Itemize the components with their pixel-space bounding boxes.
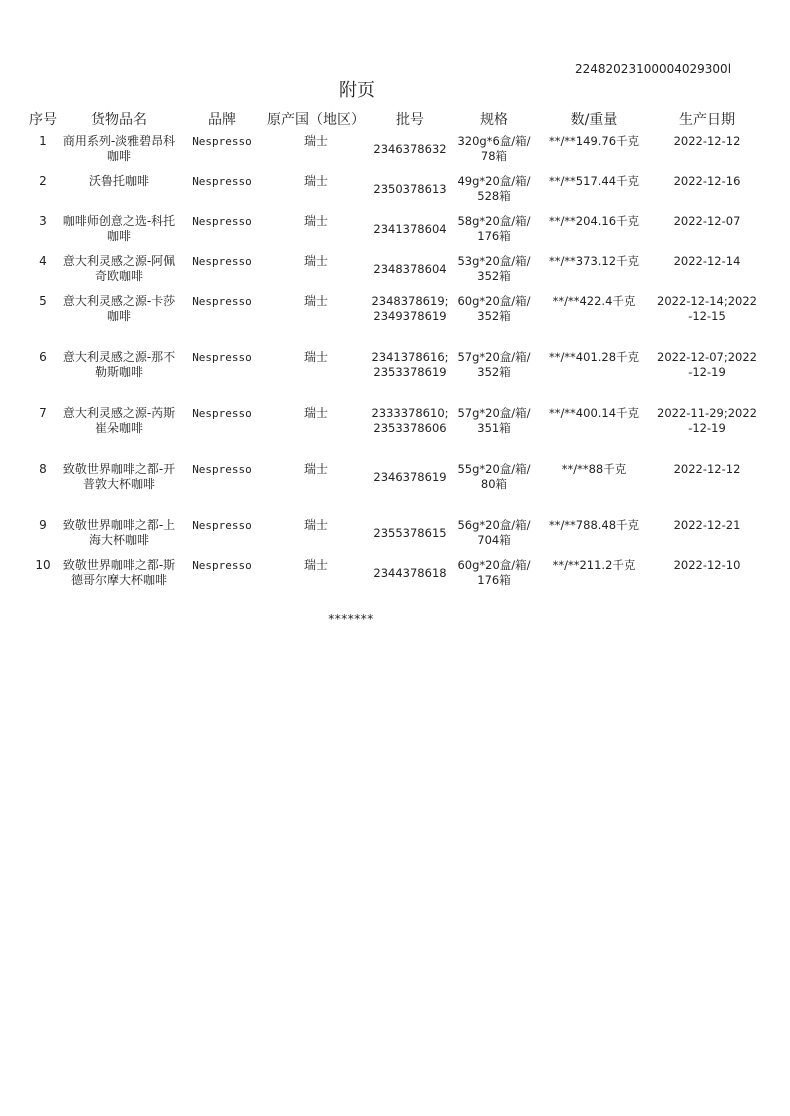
- row-spec: 53g*20盒/箱/352箱: [457, 254, 531, 283]
- row-date: 2022-12-07: [673, 214, 741, 228]
- row-no: 4: [39, 254, 47, 268]
- table-row: [26, 132, 760, 172]
- row-origin: 瑞士: [303, 214, 328, 228]
- row-quantity: **/**517.44千克: [548, 174, 640, 188]
- row-goods-name: 商用系列-淡雅碧昂科咖啡: [62, 134, 176, 163]
- row-brand: Nespresso: [192, 135, 252, 148]
- row-no: 8: [39, 462, 47, 476]
- row-spec: 49g*20盒/箱/528箱: [457, 174, 531, 203]
- row-spec: 57g*20盒/箱/352箱: [457, 350, 531, 379]
- row-date: 2022-12-12: [673, 462, 741, 476]
- page-title: 附页: [339, 80, 375, 101]
- table-row: [26, 404, 760, 460]
- row-date: 2022-12-21: [673, 518, 741, 532]
- row-no: 10: [35, 558, 51, 572]
- end-marker: *******: [328, 612, 374, 626]
- row-no: 2: [39, 174, 47, 188]
- document-number: 22482023100004029300l: [575, 62, 732, 76]
- row-spec: 60g*20盒/箱/352箱: [457, 294, 531, 323]
- row-brand: Nespresso: [192, 295, 252, 308]
- row-batch: 2333378610;2353378606: [371, 406, 449, 435]
- row-batch: 2346378632: [373, 142, 447, 156]
- row-brand: Nespresso: [192, 175, 252, 188]
- row-quantity: **/**401.28千克: [548, 350, 640, 364]
- table-row: [26, 516, 760, 556]
- row-origin: 瑞士: [303, 406, 328, 420]
- row-goods-name: 意大利灵感之源-卡莎咖啡: [62, 294, 176, 323]
- row-no: 7: [39, 406, 47, 420]
- row-no: 9: [39, 518, 47, 532]
- row-spec: 58g*20盒/箱/176箱: [457, 214, 531, 243]
- row-brand: Nespresso: [192, 519, 252, 532]
- header-spec: 规格: [480, 112, 508, 128]
- row-date: 2022-12-16: [673, 174, 741, 188]
- header-batch: 批号: [396, 112, 424, 128]
- row-spec: 55g*20盒/箱/80箱: [457, 462, 531, 491]
- row-quantity: **/**149.76千克: [548, 134, 640, 148]
- row-origin: 瑞士: [303, 558, 328, 572]
- row-date: 2022-12-14: [673, 254, 741, 268]
- row-brand: Nespresso: [192, 463, 252, 476]
- row-no: 6: [39, 350, 47, 364]
- row-no: 5: [39, 294, 47, 308]
- row-quantity: **/**88千克: [561, 462, 627, 476]
- table-row: [26, 348, 760, 404]
- row-spec: 57g*20盒/箱/351箱: [457, 406, 531, 435]
- row-no: 3: [39, 214, 47, 228]
- header-date: 生产日期: [679, 112, 735, 128]
- row-origin: 瑞士: [303, 350, 328, 364]
- row-quantity: **/**422.4千克: [552, 294, 636, 308]
- table-row: [26, 172, 760, 212]
- row-brand: Nespresso: [192, 407, 252, 420]
- row-date: 2022-11-29;2022-12-19: [657, 406, 757, 435]
- table-row: [26, 460, 760, 516]
- row-quantity: **/**788.48千克: [548, 518, 640, 532]
- row-batch: 2344378618: [373, 566, 447, 580]
- row-batch: 2348378604: [373, 262, 447, 276]
- row-goods-name: 咖啡师创意之选-科托咖啡: [62, 214, 176, 243]
- row-quantity: **/**211.2千克: [552, 558, 636, 572]
- row-goods-name: 致敬世界咖啡之都-斯德哥尔摩大杯咖啡: [62, 558, 176, 587]
- row-quantity: **/**400.14千克: [548, 406, 640, 420]
- row-quantity: **/**204.16千克: [548, 214, 640, 228]
- row-batch: 2348378619;2349378619: [371, 294, 449, 323]
- row-goods-name: 意大利灵感之源-那不勒斯咖啡: [62, 350, 176, 379]
- table-row: [26, 212, 760, 252]
- row-date: 2022-12-10: [673, 558, 741, 572]
- table-row: [26, 556, 760, 612]
- row-date: 2022-12-14;2022-12-15: [657, 294, 757, 323]
- row-brand: Nespresso: [192, 255, 252, 268]
- header-brand: 品牌: [208, 112, 236, 128]
- row-origin: 瑞士: [303, 174, 328, 188]
- header-goods-name: 货物品名: [91, 112, 147, 128]
- row-goods-name: 意大利灵感之源-阿佩奇欧咖啡: [62, 254, 176, 283]
- row-batch: 2341378616;2353378619: [371, 350, 449, 379]
- row-date: 2022-12-07;2022-12-19: [657, 350, 757, 379]
- row-spec: 320g*6盒/箱/78箱: [457, 134, 531, 163]
- row-brand: Nespresso: [192, 351, 252, 364]
- row-goods-name: 意大利灵感之源-芮斯崔朵咖啡: [62, 406, 176, 435]
- row-goods-name: 致敬世界咖啡之都-开普敦大杯咖啡: [62, 462, 176, 491]
- row-quantity: **/**373.12千克: [548, 254, 640, 268]
- row-brand: Nespresso: [192, 215, 252, 228]
- row-batch: 2346378619: [373, 470, 447, 484]
- row-origin: 瑞士: [303, 518, 328, 532]
- header-origin: 原产国（地区）: [267, 112, 365, 128]
- row-date: 2022-12-12: [673, 134, 741, 148]
- row-goods-name: 沃鲁托咖啡: [88, 174, 149, 188]
- header-no: 序号: [29, 112, 57, 128]
- row-brand: Nespresso: [192, 559, 252, 572]
- header-row: [26, 106, 760, 132]
- row-goods-name: 致敬世界咖啡之都-上海大杯咖啡: [62, 518, 176, 547]
- row-origin: 瑞士: [303, 254, 328, 268]
- row-no: 1: [39, 134, 47, 148]
- goods-table: [26, 106, 760, 612]
- row-batch: 2341378604: [373, 222, 447, 236]
- row-spec: 56g*20盒/箱/704箱: [457, 518, 531, 547]
- row-batch: 2355378615: [373, 526, 447, 540]
- header-quantity: 数/重量: [570, 112, 618, 128]
- table-row: [26, 252, 760, 292]
- row-origin: 瑞士: [303, 294, 328, 308]
- row-batch: 2350378613: [373, 182, 447, 196]
- table-row: [26, 292, 760, 348]
- row-spec: 60g*20盒/箱/176箱: [457, 558, 531, 587]
- row-origin: 瑞士: [303, 462, 328, 476]
- row-origin: 瑞士: [303, 134, 328, 148]
